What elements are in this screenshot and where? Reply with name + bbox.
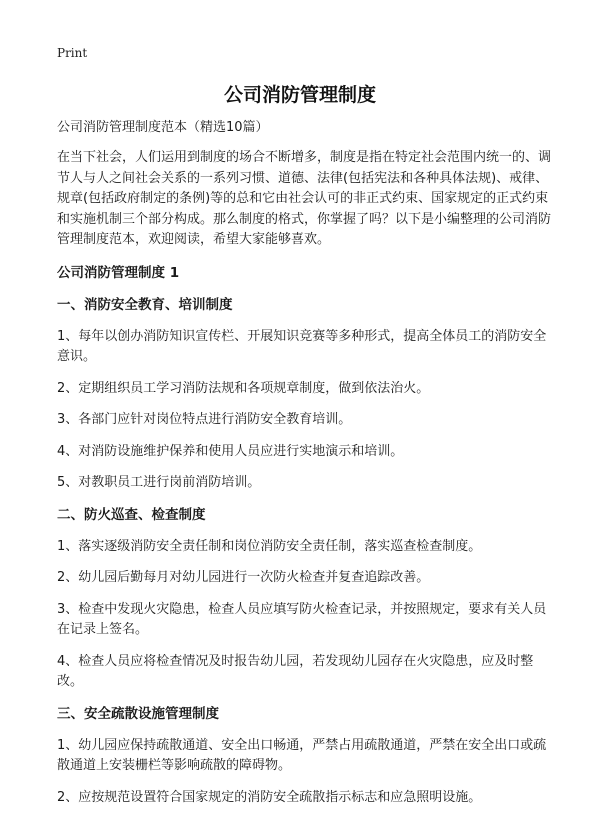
section-heading: 二、防火巡查、检查制度	[57, 506, 206, 523]
document-title: 公司消防管理制度	[223, 84, 376, 106]
document-subtitle: 公司消防管理制度范本（精选10篇）	[57, 120, 269, 135]
list-item: 4、检查人员应将检查情况及时报告幼儿园，若发现幼儿园存在火灾隐患，应及时整改。	[57, 653, 534, 689]
list-item: 3、检查中发现火灾隐患，检查人员应填写防火检查记录，并按照规定，要求有关人员在记录上签名。	[57, 601, 547, 637]
section-1	[57, 295, 557, 494]
list-item: 1、落实逐级消防安全责任制和岗位消防安全责任制，落实巡查检查制度。	[57, 538, 482, 554]
list-item: 2、应按规范设置符合国家规定的消防安全疏散指示标志和应急照明设施。	[57, 789, 482, 805]
intro-paragraph: 在当下社会，人们运用到制度的场合不断增多，制度是指在特定社会范围内统一的、调节人与人之间社会关系的一系列习惯、道德、法律(包括宪法和各种具体法规)、戒律、规章(包括政府制定的条例)等的总和它由社会认可的非正式约束、国家规定的正式约束和实施机制三个部分构成。那么制度的格式，你掌握了吗？以下是小编整理的公司消防管理制度范本，欢迎阅读，希望大家能够喜欢。	[57, 150, 552, 247]
section-heading: 一、消防安全教育、培训制度	[57, 296, 233, 313]
list-item: 2、定期组织员工学习消防法规和各项规章制度，做到依法治火。	[57, 380, 430, 396]
list-item: 1、每年以创办消防知识宣传栏、开展知识竞赛等多种形式，提高全体员工的消防安全意识。	[57, 328, 547, 364]
section-heading: 三、安全疏散设施管理制度	[57, 705, 219, 722]
list-item: 1、幼儿园应保持疏散通道、安全出口畅通，严禁占用疏散通道，严禁在安全出口或疏散通道上安装栅栏等影响疏散的障碍物。	[57, 737, 547, 773]
print-link[interactable]: Print	[57, 46, 88, 60]
list-item: 2、幼儿园后勤每月对幼儿园进行一次防火检查并复查追踪改善。	[57, 570, 430, 585]
list-item: 3、各部门应针对岗位特点进行消防安全教育培训。	[57, 412, 352, 427]
document-body	[57, 118, 557, 819]
section-2	[57, 505, 557, 693]
list-item: 4、对消防设施维护保养和使用人员应进行实地演示和培训。	[57, 443, 404, 459]
list-item: 5、对教职员工进行岗前消防培训。	[57, 475, 261, 490]
part-heading: 公司消防管理制度 1	[57, 264, 180, 281]
section-3	[57, 704, 557, 809]
